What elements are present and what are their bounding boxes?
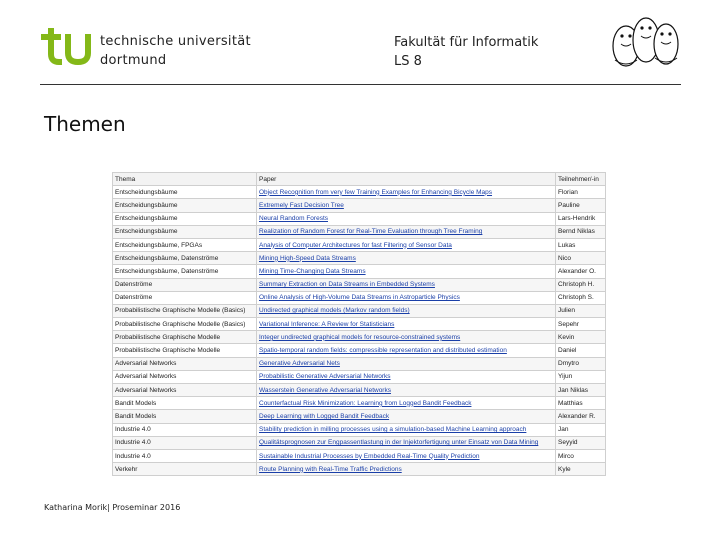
cell-thema: Adversarial Networks [113, 370, 257, 383]
cell-paper-link[interactable]: Counterfactual Risk Minimization: Learning from Logged Bandit Feedback [257, 397, 556, 410]
cell-thema: Probabilistische Graphische Modelle (Basics) [113, 304, 257, 317]
table-row [113, 357, 606, 370]
cell-paper-link[interactable]: Generative Adversarial Nets [257, 357, 556, 370]
cell-teilnehmer: Jan [556, 423, 606, 436]
table-row [113, 318, 606, 331]
cell-paper-link[interactable]: Deep Learning with Logged Bandit Feedback [257, 410, 556, 423]
cell-paper-link[interactable]: Object Recognition from very few Training Examples for Enhancing Bicycle Maps [257, 186, 556, 199]
cell-thema: Bandit Models [113, 410, 257, 423]
cell-teilnehmer: Kevin [556, 331, 606, 344]
cell-teilnehmer: Alexander O. [556, 265, 606, 278]
cell-thema: Industrie 4.0 [113, 449, 257, 462]
table-row [113, 278, 606, 291]
table-row [113, 344, 606, 357]
cell-paper-link[interactable]: Extremely Fast Decision Tree [257, 199, 556, 212]
cell-teilnehmer: Pauline [556, 199, 606, 212]
cell-paper-link[interactable]: Analysis of Computer Architectures for fast Filtering of Sensor Data [257, 238, 556, 251]
table-row [113, 199, 606, 212]
cell-paper-link[interactable]: Sustainable Industrial Processes by Embedded Real-Time Quality Prediction [257, 449, 556, 462]
cell-teilnehmer: Yijun [556, 370, 606, 383]
cell-paper-link[interactable]: Qualitätsprognosen zur Engpassentlastung in der Injektorfertigung unter Einsatz von Data Mining [257, 436, 556, 449]
cell-thema: Entscheidungsbäume, Datenströme [113, 265, 257, 278]
table-row [113, 436, 606, 449]
table-row [113, 449, 606, 462]
cell-thema: Datenströme [113, 291, 257, 304]
cell-teilnehmer: Christoph S. [556, 291, 606, 304]
tu-logo-icon [40, 28, 92, 66]
cell-paper-link[interactable]: Summary Extraction on Data Streams in Embedded Systems [257, 278, 556, 291]
footer-text: Katharina Morik| Proseminar 2016 [44, 503, 181, 512]
cell-teilnehmer: Seyyid [556, 436, 606, 449]
header-paper: Paper [257, 173, 556, 186]
cell-teilnehmer: Lukas [556, 238, 606, 251]
cell-teilnehmer: Matthias [556, 397, 606, 410]
table-row [113, 410, 606, 423]
cell-thema: Industrie 4.0 [113, 436, 257, 449]
cell-paper-link[interactable]: Integer undirected graphical models for resource-constrained systems [257, 331, 556, 344]
cell-teilnehmer: Christoph H. [556, 278, 606, 291]
table-row [113, 397, 606, 410]
table-row [113, 238, 606, 251]
header-thema: Thema [113, 173, 257, 186]
cell-paper-link[interactable]: Undirected graphical models (Markov random fields) [257, 304, 556, 317]
cell-paper-link[interactable]: Probabilistic Generative Adversarial Networks [257, 370, 556, 383]
cell-teilnehmer: Mirco [556, 449, 606, 462]
cell-thema: Entscheidungsbäume [113, 225, 257, 238]
cell-teilnehmer: Lars-Hendrik [556, 212, 606, 225]
cell-paper-link[interactable]: Stability prediction in milling processes using a simulation-based Machine Learning approach [257, 423, 556, 436]
topics-table [112, 172, 606, 476]
cell-thema: Entscheidungsbäume [113, 186, 257, 199]
cell-paper-link[interactable]: Online Analysis of High-Volume Data Streams in Astroparticle Physics [257, 291, 556, 304]
table-row [113, 252, 606, 265]
mascot-figures-icon [610, 10, 682, 70]
cell-thema: Entscheidungsbäume [113, 199, 257, 212]
cell-teilnehmer: Jan Niklas [556, 384, 606, 397]
cell-thema: Entscheidungsbäume, FPGAs [113, 238, 257, 251]
table-row [113, 186, 606, 199]
cell-teilnehmer: Bernd Niklas [556, 225, 606, 238]
cell-thema: Adversarial Networks [113, 384, 257, 397]
cell-thema: Adversarial Networks [113, 357, 257, 370]
cell-paper-link[interactable]: Neural Random Forests [257, 212, 556, 225]
table-row [113, 463, 606, 476]
cell-teilnehmer: Florian [556, 186, 606, 199]
table-row [113, 212, 606, 225]
cell-paper-link[interactable]: Route Planning with Real-Time Traffic Predictions [257, 463, 556, 476]
cell-thema: Industrie 4.0 [113, 423, 257, 436]
table-row [113, 370, 606, 383]
cell-paper-link[interactable]: Mining Time-Changing Data Streams [257, 265, 556, 278]
table-header-row [113, 173, 606, 186]
page-title: Themen [44, 112, 126, 136]
cell-teilnehmer: Daniel [556, 344, 606, 357]
faculty-line-2: LS 8 [394, 54, 422, 69]
cell-thema: Bandit Models [113, 397, 257, 410]
header-teilnehmer: Teilnehmer/-in [556, 173, 606, 186]
cell-thema: Verkehr [113, 463, 257, 476]
cell-paper-link[interactable]: Mining High-Speed Data Streams [257, 252, 556, 265]
cell-teilnehmer: Sepehr [556, 318, 606, 331]
cell-thema: Entscheidungsbäume [113, 212, 257, 225]
cell-paper-link[interactable]: Realization of Random Forest for Real-Time Evaluation through Tree Framing [257, 225, 556, 238]
cell-thema: Entscheidungsbäume, Datenströme [113, 252, 257, 265]
cell-teilnehmer: Julien [556, 304, 606, 317]
cell-thema: Probabilistische Graphische Modelle (Basics) [113, 318, 257, 331]
table-row [113, 423, 606, 436]
cell-thema: Probabilistische Graphische Modelle [113, 331, 257, 344]
cell-teilnehmer: Alexander R. [556, 410, 606, 423]
header-divider [40, 84, 681, 85]
table-row [113, 304, 606, 317]
cell-teilnehmer: Nico [556, 252, 606, 265]
cell-thema: Probabilistische Graphische Modelle [113, 344, 257, 357]
table-row [113, 265, 606, 278]
university-line-1: technische universität [100, 34, 251, 49]
faculty-line-1: Fakultät für Informatik [394, 35, 539, 50]
cell-paper-link[interactable]: Wasserstein Generative Adversarial Networks [257, 384, 556, 397]
table-row [113, 331, 606, 344]
cell-teilnehmer: Kyle [556, 463, 606, 476]
table-row [113, 291, 606, 304]
cell-thema: Datenströme [113, 278, 257, 291]
table-row [113, 225, 606, 238]
cell-paper-link[interactable]: Spatio-temporal random fields: compressible representation and distributed estimation [257, 344, 556, 357]
cell-teilnehmer: Dmytro [556, 357, 606, 370]
faculty-name [394, 33, 538, 71]
cell-paper-link[interactable]: Variational Inference: A Review for Statisticians [257, 318, 556, 331]
university-name [100, 32, 251, 70]
table-row [113, 384, 606, 397]
university-line-2: dortmund [100, 53, 167, 68]
